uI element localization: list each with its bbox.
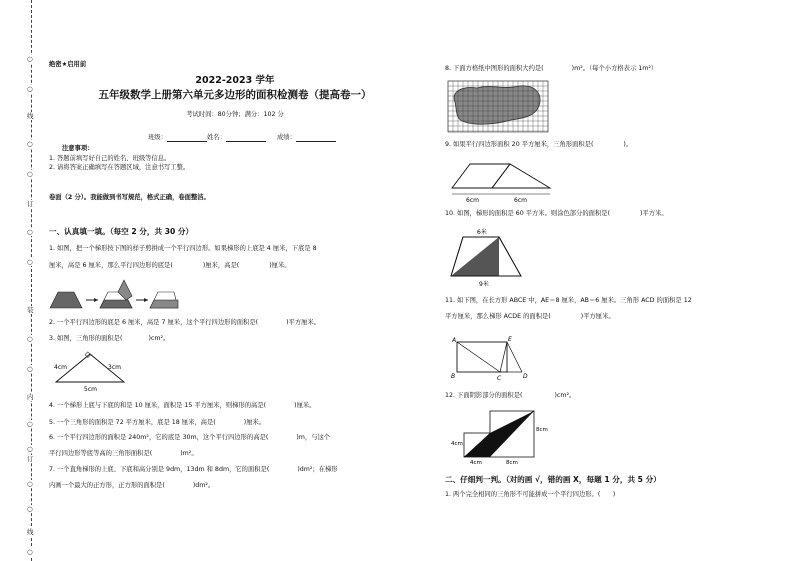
binding-mark: 订: [27, 455, 34, 463]
binding-mark: 线: [27, 528, 34, 536]
q1-trapezoid-figure: [48, 278, 180, 312]
q8-grid-figure: [447, 80, 549, 133]
binding-mark: 装: [27, 306, 34, 314]
q10-label-top: 6米: [477, 229, 487, 236]
binding-mark: ○: [27, 55, 33, 63]
q11-rectangle-figure: [450, 334, 532, 382]
q5-text: 5. 一个三角形的面积是 72 平方厘米，底是 18 厘米，高是( )厘米。: [49, 419, 266, 426]
q11-label-b: B: [451, 373, 456, 380]
q12-label-left: 4cm: [451, 441, 463, 447]
binding-mark: ○: [27, 445, 33, 453]
q9-label-2: 6cm: [514, 197, 527, 204]
binding-mark: ○: [27, 335, 33, 343]
q11-label-a: A: [452, 337, 457, 344]
notes-item-1: 1. 答题前填写好自己的姓名、班级等信息。: [49, 155, 171, 162]
section1-title: 一、认真填一填。（每空 2 分，共 30 分）: [49, 227, 194, 236]
q9-label-1: 6cm: [466, 197, 479, 204]
binding-mark: ○: [27, 85, 33, 93]
q3-label-left: 4cm: [54, 364, 67, 371]
exam-title: 五年级数学上册第六单元多边形的面积检测卷（提高卷一）: [98, 89, 372, 101]
binding-mark: 线: [27, 112, 34, 120]
q6-line1: 6. 一个平行四边形的面积是 240m²，它的底是 30m，这个平行四边形的高是( )m，与这个: [49, 434, 331, 441]
q11-line2: 平方厘米，那么梯形 ACDE 的面积是( )平方厘米。: [445, 313, 615, 320]
q11-label-c: C: [497, 375, 502, 382]
q6-line2: 平行四边形等底等高的三角形面积是( )m²。: [49, 450, 198, 457]
q11-line1: 11. 如下图，在长方形 ABCE 中，AE＝8 厘米，AB＝6 厘米。三角形 ACD 的面积是 12: [445, 297, 692, 304]
q10-label-bottom: 9米: [479, 281, 489, 288]
judge-q1-text: 1. 两个完全相同的三角形不可能拼成一个平行四边形。( ): [445, 491, 616, 498]
q1-line2: 厘米，高是 6 厘米，那么平行四边形的底是( )厘米，高是( )厘米。: [49, 262, 291, 269]
score-field[interactable]: [277, 134, 336, 142]
q9-text: 9. 如果平行四边形面积 20 平方厘米，三角形面积是( )。: [445, 141, 633, 148]
q10-trapezoid-figure: [447, 226, 527, 288]
q10-text: 10. 如图，梯形的面积是 60 平方米。则涂色部分的面积是( )平方米。: [445, 210, 668, 217]
q12-label-right: 8cm: [536, 427, 548, 433]
q3-text: 3. 如图，三角形的面积是( )cm²。: [49, 335, 170, 342]
binding-mark: ○: [27, 420, 33, 428]
q7-line2: 内画一个最大的正方形，正方形的面积是( )dm²。: [49, 482, 215, 489]
q4-text: 4. 一个梯形上底与下底的和是 10 厘米，面积是 15 平方厘米，则梯形的高是( )厘米。: [49, 402, 316, 409]
notes-item-2: 2. 请将答案正确填写在答题区域，注意书写工整。: [49, 164, 190, 171]
binding-margin: [0, 0, 44, 561]
binding-mark: ○: [27, 140, 33, 148]
class-field[interactable]: [148, 134, 207, 142]
q12-text: 12. 下面阴影部分的面积是( )cm²。: [445, 392, 576, 399]
score-label: 成绩：: [277, 134, 296, 141]
q12-shaded-figure: [450, 407, 550, 465]
q8-text: 8. 下面方格纸中图形的面积大约是( )m²。（每个小方格表示 1m²）: [445, 65, 658, 72]
q1-line1: 1. 如图，把一个梯形按下图的样子剪拼成一个平行四边形。如果梯形的上底是 4 厘米，下底是 8: [49, 245, 317, 252]
name-label: 姓名：: [207, 134, 226, 141]
neatness-note: 卷面（2 分）。我能做到书写规范，格式正确，卷面整洁。: [49, 194, 210, 201]
binding-mark: ○: [27, 170, 33, 178]
binding-mark: ○: [27, 228, 33, 236]
section2-title: 二、仔细判一判。（对的画 √，错的画 X，每题 1 分，共 5 分）: [445, 475, 661, 484]
binding-mark: 内: [27, 393, 34, 401]
q7-line1: 7. 一个直角梯形的上底、下底和高分别是 9dm，13dm 和 8dm，它的面积是( )dm²；在梯形: [49, 466, 338, 473]
exam-meta: 考试时间：80分钟；满分：102 分: [186, 111, 284, 118]
q2-text: 2. 一个平行四边形的底是 6 厘米，高是 7 厘米，这个平行四边形的面积是( )平方厘米。: [49, 319, 321, 326]
q3-triangle-figure: [50, 350, 130, 394]
binding-mark: 订: [27, 200, 34, 208]
q12-label-bottom-right: 8cm: [506, 460, 518, 465]
q9-parallelogram-figure: [448, 158, 556, 204]
q3-label-base: 5cm: [84, 386, 97, 393]
class-label: 班级：: [148, 134, 167, 141]
q11-label-e: E: [508, 336, 512, 343]
q3-label-right: 3cm: [108, 364, 121, 371]
binding-mark: ○: [27, 365, 33, 373]
q11-label-d: D: [523, 373, 528, 380]
exam-year: 2022-2023 学年: [195, 75, 275, 86]
binding-mark: ○: [27, 505, 33, 513]
notes-heading: 注意事项：: [62, 145, 94, 152]
binding-mark: ○: [27, 258, 33, 266]
name-field[interactable]: [207, 134, 266, 142]
binding-mark: ○: [27, 548, 33, 556]
secret-label: 绝密★启用前: [49, 61, 87, 68]
binding-mark: ○: [27, 480, 33, 488]
q12-label-bottom-left: 4cm: [470, 460, 482, 465]
